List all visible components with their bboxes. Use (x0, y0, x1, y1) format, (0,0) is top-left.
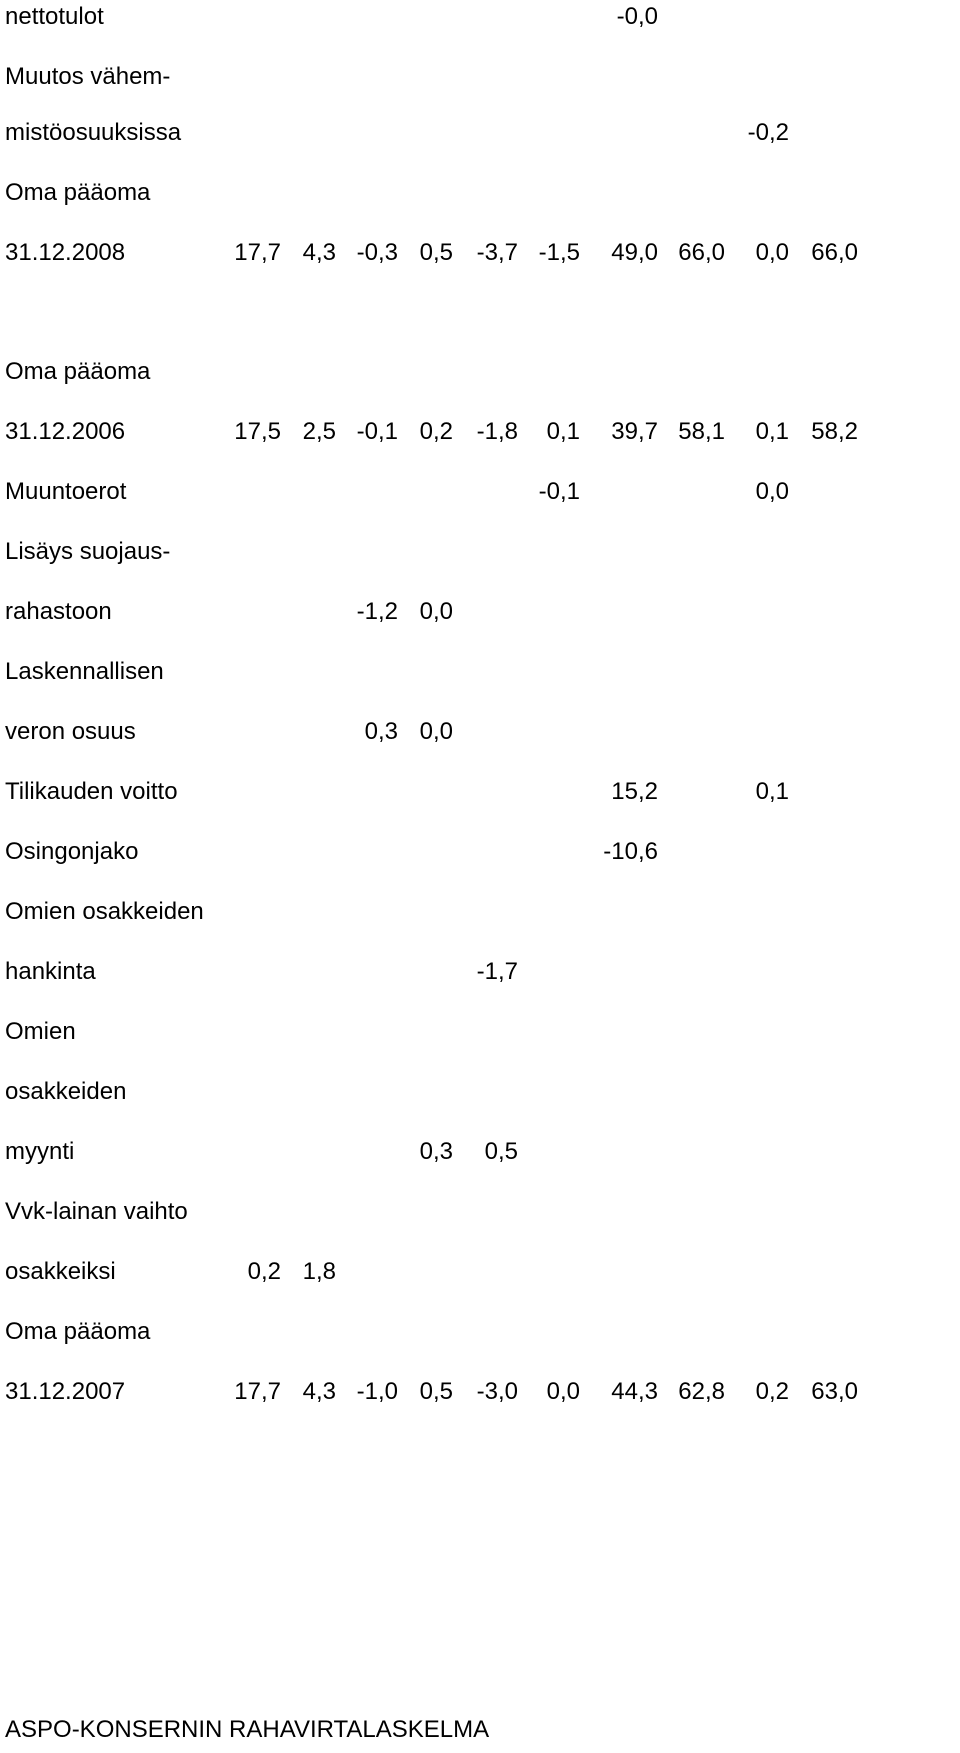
row-label: rahastoon (5, 598, 112, 625)
table-row (0, 655, 960, 689)
cell-c6: 0,1 (546, 418, 580, 445)
cell-c9: 0,0 (755, 239, 789, 266)
table-row (0, 1075, 960, 1109)
cell-c4: 0,5 (419, 239, 453, 266)
section-title: ASPO-KONSERNIN RAHAVIRTALASKELMA (5, 1716, 490, 1743)
cell-c8: 62,8 (678, 1378, 725, 1405)
cell-c4: 0,0 (419, 598, 453, 625)
cell-c6: 0,0 (546, 1378, 580, 1405)
cell-c3: -0,3 (356, 239, 398, 266)
row-label: Oma pääoma (5, 1318, 151, 1345)
row-label: Muuntoerot (5, 478, 127, 505)
table-row (0, 1135, 960, 1169)
cell-c3: 0,3 (364, 718, 398, 745)
table-row (0, 1195, 960, 1229)
table-row (0, 775, 960, 809)
row-label: Omien osakkeiden (5, 898, 204, 925)
table-row (0, 475, 960, 509)
row-label: Oma pääoma (5, 179, 151, 206)
table-row (0, 176, 960, 210)
cell-c10: 63,0 (811, 1378, 858, 1405)
cell-c5: -1,8 (476, 418, 518, 445)
table-row (0, 1015, 960, 1049)
row-label: Laskennallisen (5, 658, 164, 685)
cell-c2: 2,5 (302, 418, 336, 445)
cell-c1: 0,2 (247, 1258, 281, 1285)
cell-c5: -1,7 (476, 958, 518, 985)
cell-c9: 0,2 (755, 1378, 789, 1405)
cell-c3: -0,1 (356, 418, 398, 445)
table-row (0, 415, 960, 449)
table-row (0, 1375, 960, 1409)
cell-c8: 58,1 (678, 418, 725, 445)
cell-c6: -1,5 (538, 239, 580, 266)
cell-c7: 49,0 (611, 239, 658, 266)
table-row (0, 1315, 960, 1349)
table-row (0, 0, 960, 34)
row-label: osakkeiden (5, 1078, 127, 1105)
table-row (0, 1255, 960, 1289)
row-label: myynti (5, 1138, 75, 1165)
table-row (0, 535, 960, 569)
cell-c9: -0,2 (747, 119, 789, 146)
cell-c4: 0,3 (419, 1138, 453, 1165)
row-label: Omien (5, 1018, 76, 1045)
table-row (0, 895, 960, 929)
cell-c5: 0,5 (484, 1138, 518, 1165)
cell-c9: 0,1 (755, 778, 789, 805)
cell-c6: -0,1 (538, 478, 580, 505)
cell-c5: -3,7 (476, 239, 518, 266)
table-row (0, 955, 960, 989)
row-label: veron osuus (5, 718, 136, 745)
cell-c10: 66,0 (811, 239, 858, 266)
table-row (0, 715, 960, 749)
cell-c1: 17,7 (234, 239, 281, 266)
cell-c1: 17,7 (234, 1378, 281, 1405)
row-label: osakkeiksi (5, 1258, 116, 1285)
cell-c7: 39,7 (611, 418, 658, 445)
row-label: Lisäys suojaus- (5, 538, 171, 565)
cell-c7: -10,6 (603, 838, 658, 865)
cell-c2: 4,3 (302, 239, 336, 266)
row-label: 31.12.2007 (5, 1378, 126, 1405)
cell-c8: 66,0 (678, 239, 725, 266)
cell-c4: 0,0 (419, 718, 453, 745)
row-label: nettotulot (5, 3, 104, 30)
row-label: Vvk-lainan vaihto (5, 1198, 188, 1225)
cell-c7: -0,0 (616, 3, 658, 30)
cell-c5: -3,0 (476, 1378, 518, 1405)
cell-c7: 15,2 (611, 778, 658, 805)
row-label: 31.12.2006 (5, 418, 126, 445)
cell-c7: 44,3 (611, 1378, 658, 1405)
table-row (0, 236, 960, 270)
cell-c9: 0,1 (755, 418, 789, 445)
table-row (0, 355, 960, 389)
table-row (0, 595, 960, 629)
table-row (0, 60, 960, 94)
cell-c9: 0,0 (755, 478, 789, 505)
row-label: Oma pääoma (5, 358, 151, 385)
cell-c4: 0,5 (419, 1378, 453, 1405)
cell-c2: 1,8 (302, 1258, 336, 1285)
row-label: Osingonjako (5, 838, 139, 865)
table-row (0, 835, 960, 869)
table-row (0, 116, 960, 150)
row-label: hankinta (5, 958, 96, 985)
cell-c2: 4,3 (302, 1378, 336, 1405)
row-label: 31.12.2008 (5, 239, 126, 266)
cell-c1: 17,5 (234, 418, 281, 445)
row-label: Tilikauden voitto (5, 778, 178, 805)
cell-c3: -1,2 (356, 598, 398, 625)
cell-c4: 0,2 (419, 418, 453, 445)
cell-c3: -1,0 (356, 1378, 398, 1405)
row-label: Muutos vähem- (5, 63, 171, 90)
row-label: mistöosuuksissa (5, 119, 182, 146)
cell-c10: 58,2 (811, 418, 858, 445)
